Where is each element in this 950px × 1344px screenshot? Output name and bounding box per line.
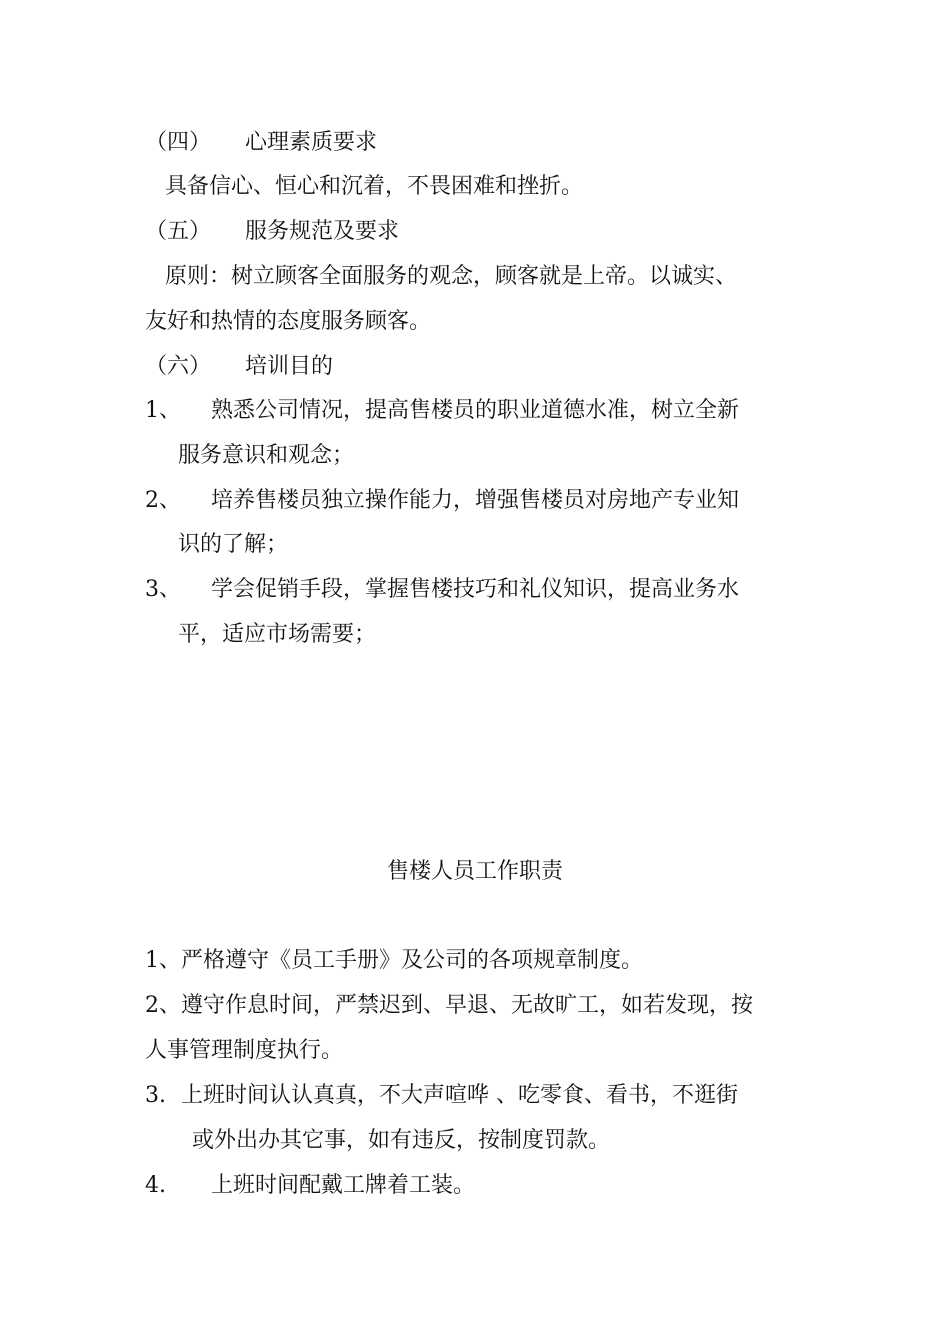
section-number: （五） [145,219,212,244]
list-number: 3. [145,1083,166,1108]
duty-item-2-cont: 人事管理制度执行。 [145,1038,344,1063]
duties-title: 售楼人员工作职责 [386,859,563,884]
section-number: （四） [145,130,212,155]
paragraph-psych: 具备信心、恒心和沉着，不畏困难和挫折。 [165,174,584,199]
paragraph-service-line-1: 原则：树立顾客全面服务的观念，顾客就是上帝。以诚实、 [165,264,738,289]
list-item-goal-3 [145,575,739,605]
section-title: 服务规范及要求 [245,219,400,244]
duty-item-4 [145,1171,475,1201]
list-item-goal-3-cont: 平，适应市场需要； [178,622,377,647]
section-heading-psych [145,128,377,158]
list-item-goal-2 [145,486,739,516]
list-text: 上班时间认认真真，不大声喧哗 、吃零食、看书，不逛街 [181,1083,738,1108]
list-item-goal-2-cont: 识的了解； [178,532,289,557]
list-text: 上班时间配戴工牌着工装。 [211,1173,476,1198]
section-heading-service [145,217,399,247]
duty-item-2: 2、遵守作息时间，严禁迟到、早退、无故旷工，如若发现，按 [145,993,753,1018]
list-text: 学会促销手段，掌握售楼技巧和礼仪知识，提高业务水 [211,577,740,602]
duty-item-3-cont: 或外出办其它事，如有违反，按制度罚款。 [192,1128,611,1153]
list-number: 2、 [145,488,181,513]
list-item-goal-1-cont: 服务意识和观念； [178,443,355,468]
paragraph-service-line-2: 友好和热情的态度服务顾客。 [145,309,432,334]
list-number: 4. [145,1173,166,1198]
section-number: （六） [145,354,212,379]
duty-item-1: 1、严格遵守《员工手册》及公司的各项规章制度。 [145,948,643,973]
list-number: 1、 [145,398,181,423]
list-item-goal-1 [145,396,739,426]
section-heading-training [145,352,333,382]
duty-item-3 [145,1081,738,1111]
section-title: 心理素质要求 [245,130,378,155]
list-text: 熟悉公司情况，提高售楼员的职业道德水准，树立全新 [211,398,740,423]
list-text: 培养售楼员独立操作能力，增强售楼员对房地产专业知 [211,488,740,513]
section-title: 培训目的 [245,354,334,379]
list-number: 3、 [145,577,181,602]
